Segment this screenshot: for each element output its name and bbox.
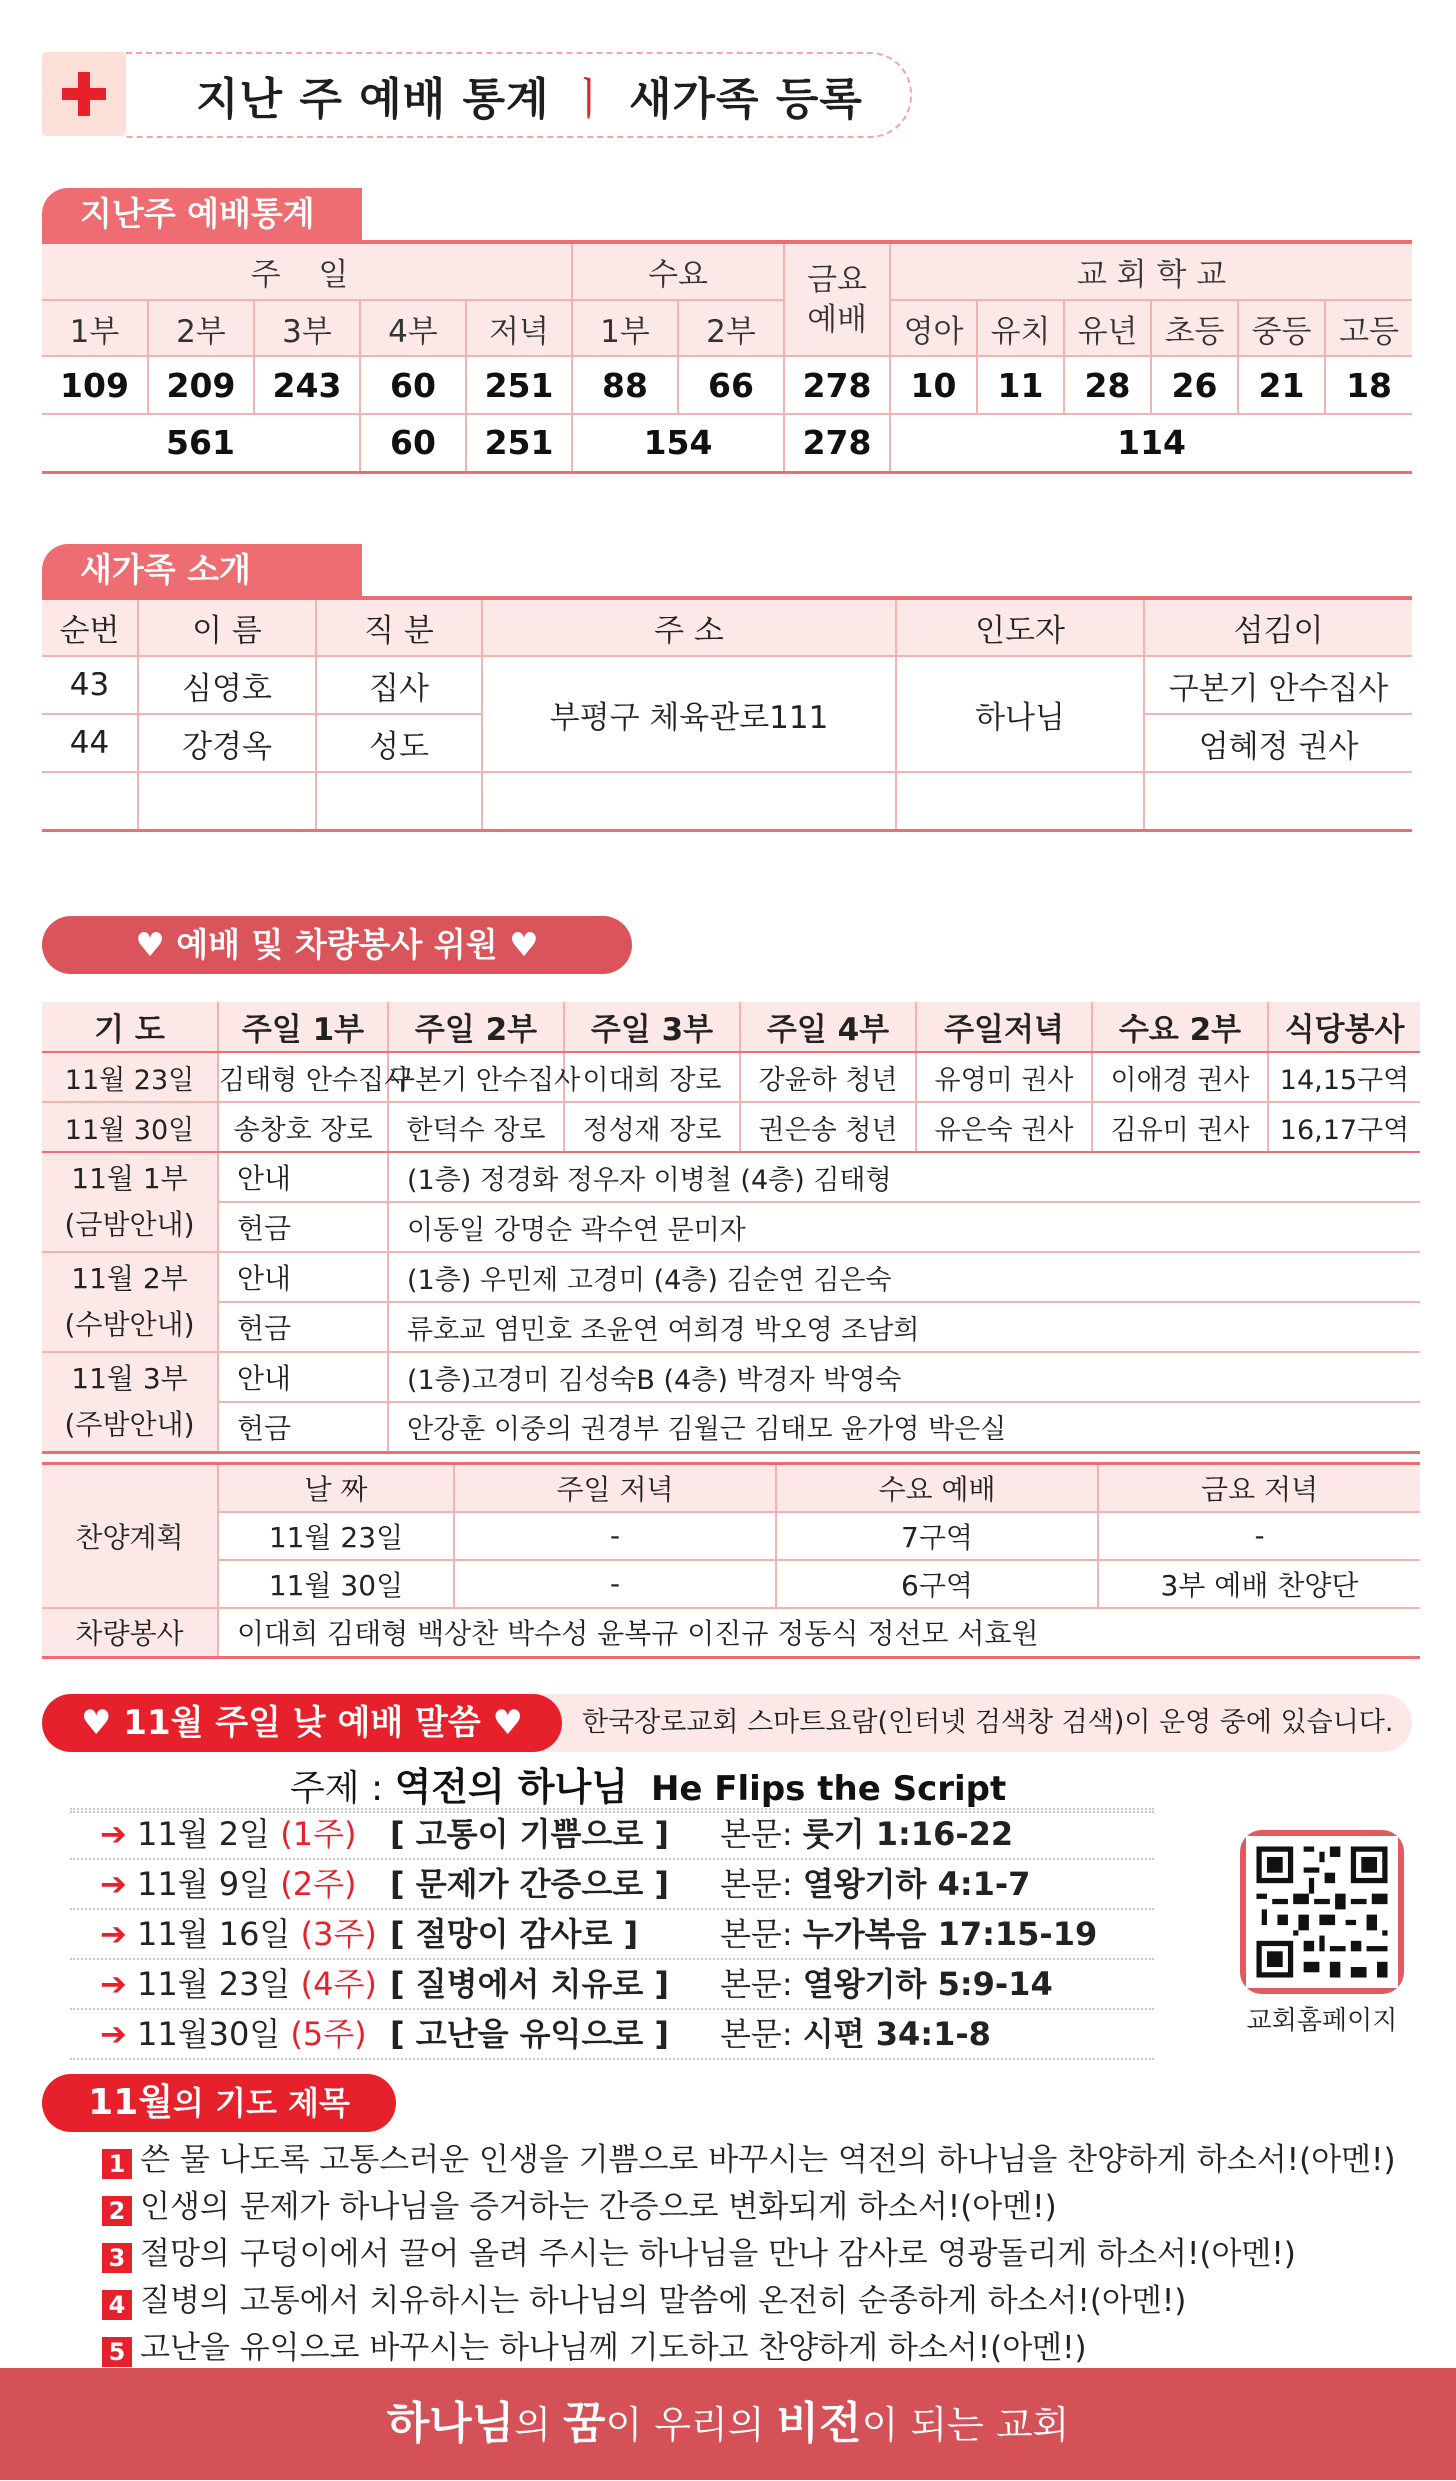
service-cell: 14,15구역 [1268,1052,1420,1102]
sermon-date: 11월 23일 [136,1965,291,2003]
newfamily-server: 엄혜정 권사 [1144,714,1412,772]
sermon-text: 시편 34:1-8 [802,2015,991,2053]
stats-header: 초등 [1151,300,1238,356]
stats-value: 21 [1238,356,1325,414]
prayer-item [102,2278,1186,2324]
newfamily-server: 구본기 안수집사 [1144,656,1412,714]
newfamily-address: 부평구 체육관로111 [482,656,896,772]
footer-word: 꿈 [563,2398,606,2449]
qr-caption: 교회홈페이지 [1246,2006,1398,2036]
stats-total-sunday-4: 60 [360,414,466,472]
praise-cell: - [1098,1512,1420,1560]
service-cell: 김유미 권사 [1092,1102,1268,1152]
service-cell: 김태형 안수집사 [218,1052,388,1102]
prayer-number: 2 [102,2196,132,2226]
usher-label: 11월 1부 (금밤안내) [42,1152,218,1252]
usher-label: 11월 3부 (주밤안내) [42,1352,218,1452]
newfamily-header: 섬김이 [1144,600,1412,656]
service-cell: 유은숙 권사 [916,1102,1092,1152]
sermon-week: (5주) [290,2015,367,2053]
footer-word: 비전 [776,2398,862,2449]
stats-value: 209 [148,356,254,414]
sermon-date: 11월 2일 [136,1815,271,1853]
prayer-text: 쓴 물 나도록 고통스러운 인생을 기쁨으로 바꾸시는 역전의 하나님을 찬양하게 하소서!(아멘!) [140,2142,1396,2178]
usher-guide-label: 안내 [218,1252,388,1302]
stats-header: 영아 [890,300,977,356]
sermon-week: (3주) [300,1915,377,1953]
newfamily-header: 주 소 [482,600,896,656]
stats-total-sunday-123: 561 [42,414,360,472]
newfamily-header: 직 분 [316,600,482,656]
vehicle-members: 이대희 김태형 백상찬 박수성 윤복규 이진규 정동식 정선모 서효원 [218,1608,1420,1658]
arrow-icon: ➔ [100,1965,127,2003]
stats-value: 18 [1325,356,1412,414]
stats-header: 4부 [360,300,466,356]
title-left: 지난 주 예배 통계 [196,74,550,125]
prayer-text: 질병의 고통에서 치유하시는 하나님의 말씀에 온전히 순종하게 하소서!(아멘!) [140,2283,1187,2319]
prayer-pill-suffix: 의 기도 제목 [173,2084,350,2122]
sermon-item [70,1960,1154,2010]
sermon-text: 열왕기하 5:9-14 [802,1965,1053,2003]
notice-banner [530,1694,1412,1752]
stats-header: 중등 [1238,300,1325,356]
prayer-text: 고난을 유익으로 바꾸시는 하나님께 기도하고 찬양하게 하소서!(아멘!) [140,2330,1087,2366]
stats-header: 2부 [148,300,254,356]
newfamily-empty-cell [896,772,1144,830]
stats-header: 고등 [1325,300,1412,356]
praise-cell: 6구역 [776,1560,1098,1608]
stats-group-sunday: 주 일 [42,244,572,300]
prayer-number: 5 [102,2337,132,2367]
usher-guide: (1층)고경미 김성숙B (4층) 박경자 박영숙 [388,1352,1420,1402]
praise-header: 금요 저녁 [1098,1464,1420,1512]
stats-group-fri: 금요 예배 [784,244,890,356]
stats-value: 88 [572,356,678,414]
newfamily-empty-cell [482,772,896,830]
prayer-number: 4 [102,2290,132,2320]
footer-motto [0,2368,1456,2480]
newfamily-guide: 하나님 [896,656,1144,772]
prayer-pill [42,2074,396,2132]
praise-cell: 11월 23일 [218,1512,454,1560]
stats-value: 109 [42,356,148,414]
newfamily-empty-cell [138,772,316,830]
prayer-item [102,2231,1296,2277]
service-header: 식당봉사 [1268,1002,1420,1052]
stats-total-school: 114 [890,414,1412,472]
footer-word: 이 되는 교회 [861,2403,1070,2447]
stats-group-wed: 수요 [572,244,784,300]
cross-icon [42,52,126,136]
stats-total-fri: 278 [784,414,890,472]
sermon-title: [ 질병에서 치유로 ] [390,1965,670,2003]
prayer-item [102,2184,1057,2230]
title-separator: ㅣ [567,74,611,125]
stats-value: 66 [678,356,784,414]
sermon-week: (2주) [280,1865,357,1903]
usher-guide-label: 안내 [218,1152,388,1202]
service-cell: 이대희 장로 [564,1052,740,1102]
newfamily-empty-cell [1144,772,1412,830]
arrow-icon: ➔ [100,1815,127,1853]
sermon-text-label: 본문: [720,1865,793,1903]
service-date: 11월 30일 [42,1102,218,1152]
newfamily-name: 강경옥 [138,714,316,772]
usher-offering-label: 헌금 [218,1302,388,1352]
newfamily-header: 인도자 [896,600,1144,656]
stats-value: 60 [360,356,466,414]
praise-header: 주일 저녁 [454,1464,776,1512]
notice-text: 한국장로교회 스마트요람(인터넷 검색창 검색)이 운영 중에 있습니다. [582,1707,1394,1738]
title-right: 새가족 등록 [629,74,863,125]
service-header: 주일저녁 [916,1002,1092,1052]
newfamily-title: 집사 [316,656,482,714]
stats-table [42,244,1412,474]
stats-value: 243 [254,356,360,414]
stats-value: 28 [1064,356,1151,414]
prayer-item [102,2137,1396,2183]
usher-offering: 이동일 강명순 곽수연 문미자 [388,1202,1420,1252]
stats-total-sunday-eve: 251 [466,414,572,472]
service-cell: 권은송 청년 [740,1102,916,1152]
theme-prefix: 주제 : [290,1768,395,1809]
newfamily-empty-cell [42,772,138,830]
usher-offering-label: 헌금 [218,1402,388,1452]
service-cell: 16,17구역 [1268,1102,1420,1152]
newfamily-header: 순번 [42,600,138,656]
sermon-date: 11월30일 [136,2015,281,2053]
praise-cell: 3부 예배 찬양단 [1098,1560,1420,1608]
sermon-title: [ 문제가 간증으로 ] [390,1865,670,1903]
service-cell: 정성재 장로 [564,1102,740,1152]
sermon-text: 룻기 1:16-22 [802,1815,1014,1853]
stats-value: 251 [466,356,572,414]
stats-value: 26 [1151,356,1238,414]
stats-value: 11 [977,356,1064,414]
usher-offering: 안강훈 이중의 권경부 김월근 김태모 윤가영 박은실 [388,1402,1420,1452]
praise-cell: - [454,1560,776,1608]
service-date: 11월 23일 [42,1052,218,1102]
stats-header: 유년 [1064,300,1151,356]
sermon-text-label: 본문: [720,2015,793,2053]
sermon-pill: ♥ 11월 주일 낮 예배 말씀 ♥ [42,1694,562,1752]
praise-header: 날 짜 [218,1464,454,1512]
sermon-item [70,1860,1154,1910]
praise-cell: - [454,1512,776,1560]
prayer-text: 인생의 문제가 하나님을 증거하는 간증으로 변화되게 하소서!(아멘!) [140,2189,1057,2225]
usher-offering: 류호교 염민호 조윤연 여희경 박오영 조남희 [388,1302,1420,1352]
theme-korean: 역전의 하나님 [394,1765,629,1809]
footer-word: 이 우리의 [605,2403,777,2447]
service-header: 수요 2부 [1092,1002,1268,1052]
sermon-text: 누가복음 17:15-19 [802,1915,1098,1953]
service-header: 기 도 [42,1002,218,1052]
sermon-theme [290,1756,1006,1811]
service-table [42,1002,1420,1454]
page-title [126,52,912,138]
sermon-title: [ 절망이 감사로 ] [390,1915,639,1953]
newfamily-empty-cell [316,772,482,830]
service-cell: 한덕수 장로 [388,1102,564,1152]
sermon-week: (4주) [300,1965,377,2003]
arrow-icon: ➔ [100,1915,127,1953]
stats-total-wed: 154 [572,414,784,472]
service-cell: 강윤하 청년 [740,1052,916,1102]
stats-header: 유치 [977,300,1064,356]
sermon-title: [ 고통이 기쁨으로 ] [390,1815,670,1853]
newfamily-title: 성도 [316,714,482,772]
stats-header: 3부 [254,300,360,356]
sermon-item [70,2010,1154,2060]
stats-tab: 지난주 예배통계 [42,188,362,240]
service-cell: 송창호 장로 [218,1102,388,1152]
sermon-date: 11월 9일 [136,1865,271,1903]
prayer-text: 절망의 구덩이에서 끌어 올려 주시는 하나님을 만나 감사로 영광돌리게 하소서!(아멘!) [140,2236,1296,2272]
newfamily-name: 심영호 [138,656,316,714]
newfamily-table [42,600,1412,832]
newfamily-header: 이 름 [138,600,316,656]
sermon-item [70,1910,1154,1960]
prayer-month: 11월 [88,2082,174,2123]
stats-header: 2부 [678,300,784,356]
sermon-text-label: 본문: [720,1815,793,1853]
stats-header: 저녁 [466,300,572,356]
newfamily-tab: 새가족 소개 [42,544,362,596]
sermon-title: [ 고난을 유익으로 ] [390,2015,670,2053]
stats-group-school: 교 회 학 교 [890,244,1412,300]
service-cell: 이애경 권사 [1092,1052,1268,1102]
stats-header: 1부 [572,300,678,356]
service-pill: ♥ 예배 및 차량봉사 위원 ♥ [42,916,632,974]
newfamily-no: 44 [42,714,138,772]
service-header: 주일 2부 [388,1002,564,1052]
usher-guide: (1층) 정경화 정우자 이병철 (4층) 김태형 [388,1152,1420,1202]
usher-guide-label: 안내 [218,1352,388,1402]
prayer-number: 3 [102,2243,132,2273]
vehicle-label: 차량봉사 [42,1608,218,1658]
sermon-text: 열왕기하 4:1-7 [802,1865,1031,1903]
stats-value: 278 [784,356,890,414]
theme-english: He Flips the Script [650,1769,1007,1809]
stats-header: 1부 [42,300,148,356]
qr-code-icon[interactable] [1240,1830,1404,1994]
usher-label: 11월 2부 (수밤안내) [42,1252,218,1352]
praise-cell: 7구역 [776,1512,1098,1560]
service-header: 주일 1부 [218,1002,388,1052]
usher-offering-label: 헌금 [218,1202,388,1252]
newfamily-no: 43 [42,656,138,714]
arrow-icon: ➔ [100,1865,127,1903]
service-header: 주일 3부 [564,1002,740,1052]
sermon-item [70,1810,1154,1860]
praise-label: 찬양계획 [42,1464,218,1608]
footer-word: 하나님 [386,2398,515,2449]
stats-value: 10 [890,356,977,414]
prayer-item [102,2325,1087,2371]
sermon-week: (1주) [280,1815,357,1853]
footer-word: 의 [514,2403,564,2447]
sermon-text-label: 본문: [720,1965,793,2003]
arrow-icon: ➔ [100,2015,127,2053]
usher-guide: (1층) 우민제 고경미 (4층) 김순연 김은숙 [388,1252,1420,1302]
praise-header: 수요 예배 [776,1464,1098,1512]
prayer-number: 1 [102,2149,132,2179]
service-cell: 유영미 권사 [916,1052,1092,1102]
sermon-date: 11월 16일 [136,1915,291,1953]
praise-table [42,1462,1420,1659]
service-cell: 구본기 안수집사 [388,1052,564,1102]
praise-cell: 11월 30일 [218,1560,454,1608]
service-header: 주일 4부 [740,1002,916,1052]
sermon-text-label: 본문: [720,1915,793,1953]
